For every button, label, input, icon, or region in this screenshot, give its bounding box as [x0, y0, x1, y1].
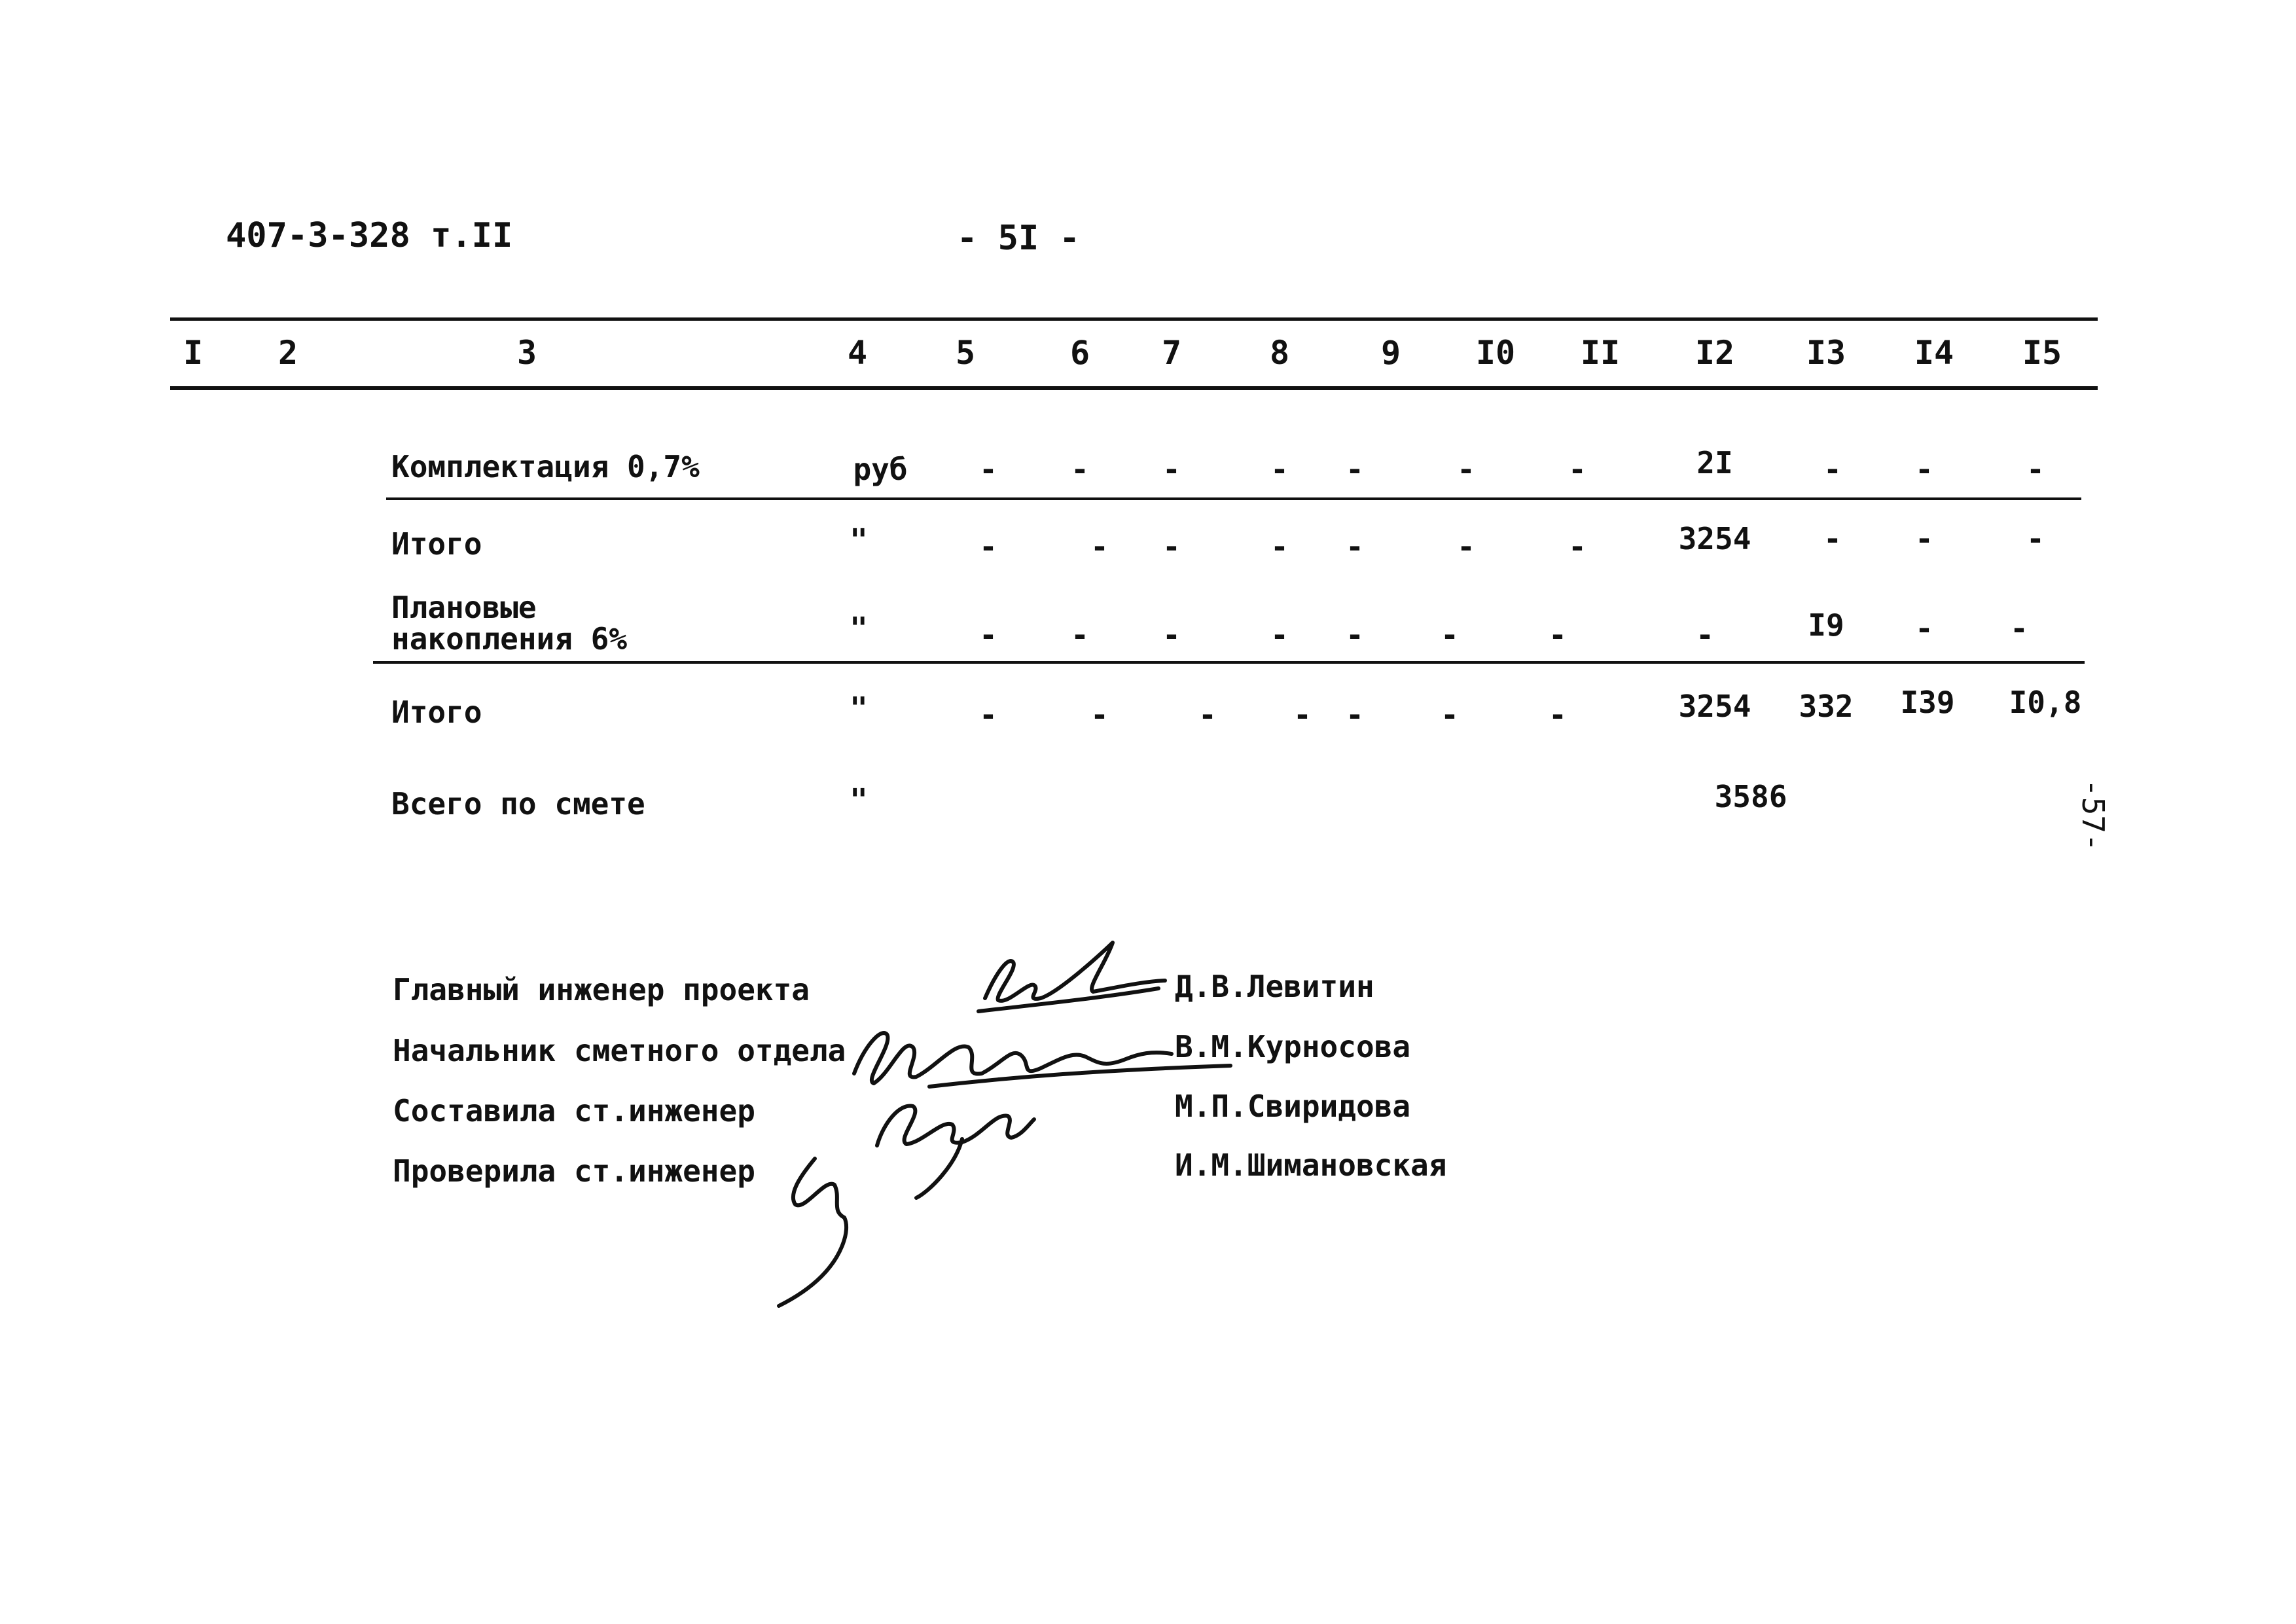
- table-cell: -: [1549, 697, 1567, 732]
- signatory-name: В.М.Курносова: [1175, 1029, 1411, 1064]
- table-cell: -: [1071, 452, 1089, 487]
- row-separator: [386, 497, 2081, 500]
- table-cell: -: [1270, 452, 1289, 487]
- table-cell: -: [1270, 617, 1289, 653]
- row-label-continued: накопления 6%: [391, 621, 628, 657]
- column-number: 9: [1380, 334, 1401, 372]
- table-cell: -: [1162, 529, 1181, 564]
- table-cell: -: [1915, 521, 1933, 556]
- table-cell: -: [1823, 521, 1842, 556]
- signatory-title: Составила ст.инженер: [393, 1093, 755, 1128]
- table-cell: -: [1270, 529, 1289, 564]
- table-cell: I9: [1808, 607, 1844, 643]
- table-cell: -: [979, 529, 997, 564]
- table-header-bottom-rule: [170, 386, 2098, 390]
- signature-mark-1: [985, 943, 1165, 1001]
- table-cell: -: [1293, 697, 1312, 732]
- table-cell: -: [1915, 611, 1933, 646]
- column-number: I5: [2022, 334, 2062, 372]
- row-label: Комплектация 0,7%: [391, 449, 700, 484]
- table-cell: -: [1915, 452, 1933, 487]
- total-label: Всего по смете: [391, 786, 645, 821]
- row-label: Плановые: [391, 590, 537, 625]
- unit-cell: ": [850, 691, 868, 726]
- signature-underline-1: [978, 988, 1158, 1011]
- column-number: I: [183, 334, 204, 372]
- signature-mark-2: [854, 1033, 1172, 1083]
- table-cell: -: [1198, 697, 1217, 732]
- signature-mark-4: [779, 1159, 846, 1306]
- table-cell: -: [1071, 617, 1089, 653]
- column-number: I3: [1806, 334, 1846, 372]
- column-number: 2: [278, 334, 298, 372]
- row-separator: [373, 661, 2085, 664]
- signatory-title: Начальник сметного отдела: [393, 1033, 846, 1068]
- table-cell: -: [979, 697, 997, 732]
- signatory-name: М.П.Свиридова: [1175, 1089, 1411, 1124]
- table-cell: -: [1457, 529, 1475, 564]
- signature-mark-3: [877, 1106, 1034, 1146]
- column-number: I0: [1475, 334, 1516, 372]
- table-cell: -: [1457, 452, 1475, 487]
- table-cell: 332: [1799, 689, 1854, 724]
- total-value: 3586: [1714, 779, 1787, 814]
- table-cell: I0,8: [2009, 685, 2082, 720]
- signatory-name: Д.В.Левитин: [1175, 969, 1374, 1004]
- table-cell: 2I: [1696, 445, 1733, 480]
- table-cell: -: [979, 617, 997, 653]
- table-cell: -: [979, 452, 997, 487]
- table-cell: -: [1346, 452, 1364, 487]
- signatory-name: И.М.Шимановская: [1175, 1147, 1447, 1183]
- table-cell: -: [1162, 452, 1181, 487]
- signature-mark-3b: [916, 1139, 962, 1198]
- signatory-title: Проверила ст.инженер: [393, 1153, 755, 1189]
- table-cell: -: [1346, 529, 1364, 564]
- column-number: I2: [1695, 334, 1735, 372]
- table-cell: 3254: [1678, 521, 1751, 556]
- document-code: 407-3-328 т.II: [226, 216, 513, 255]
- table-cell: -: [1441, 617, 1459, 653]
- table-cell: -: [1549, 617, 1567, 653]
- column-number: I4: [1914, 334, 1954, 372]
- table-cell: -: [1090, 529, 1109, 564]
- column-number: 8: [1269, 334, 1290, 372]
- table-cell: -: [2026, 521, 2045, 556]
- table-top-rule: [170, 317, 2098, 321]
- unit-cell: руб: [853, 452, 908, 487]
- table-cell: -: [1568, 529, 1587, 564]
- column-number: 6: [1069, 334, 1090, 372]
- table-cell: -: [2010, 611, 2028, 646]
- column-number: 3: [516, 334, 537, 372]
- unit-cell: ": [850, 782, 868, 818]
- signature-underline-2: [929, 1066, 1230, 1087]
- row-label: Итого: [391, 695, 482, 730]
- table-cell: -: [1090, 697, 1109, 732]
- side-page-number: -57-: [2075, 779, 2111, 852]
- table-cell: 3254: [1678, 689, 1751, 724]
- table-cell: I39: [1900, 685, 1955, 720]
- column-number: 4: [847, 334, 868, 372]
- unit-cell: ": [850, 522, 868, 558]
- table-cell: -: [1823, 452, 1842, 487]
- table-cell: -: [1441, 697, 1459, 732]
- table-cell: -: [1346, 697, 1364, 732]
- column-number: II: [1580, 334, 1621, 372]
- signatory-title: Главный инженер проекта: [393, 972, 810, 1007]
- row-label: Итого: [391, 526, 482, 562]
- table-cell: -: [1696, 617, 1714, 653]
- column-number: 7: [1161, 334, 1182, 372]
- column-number: 5: [955, 334, 976, 372]
- table-cell: -: [2026, 452, 2045, 487]
- table-cell: -: [1162, 617, 1181, 653]
- page-number: - 5I -: [957, 219, 1080, 258]
- table-cell: -: [1346, 617, 1364, 653]
- unit-cell: ": [850, 611, 868, 646]
- table-cell: -: [1568, 452, 1587, 487]
